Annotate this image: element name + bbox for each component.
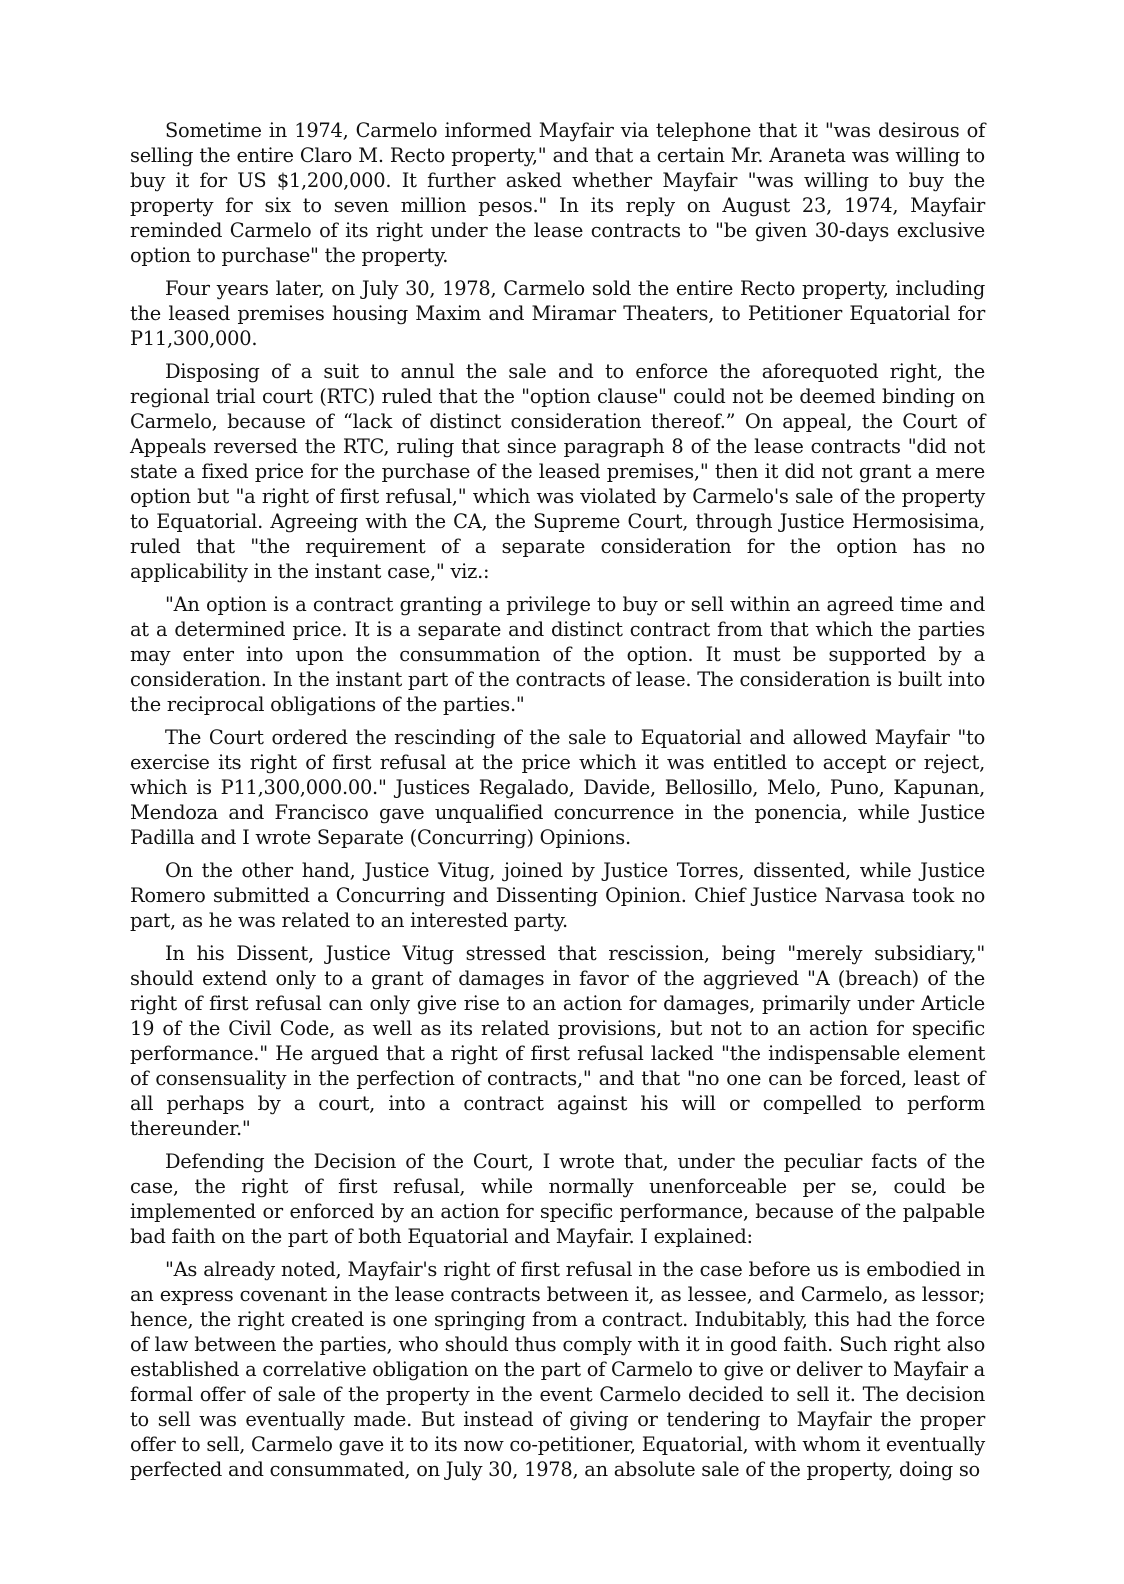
paragraph-defense-of-decision: Defending the Decision of the Court, I wrote that, under the peculiar facts of the case, the right of first refusal, while normally unenforceable per se, could be implemented or enforced by an action for specific performance, because of the palpable bad faith on the part of both Equatorial and Mayfair. I explained: — [130, 1150, 985, 1248]
paragraph-court-order: The Court ordered the rescinding of the sale to Equatorial and allowed Mayfair "to exercise its right of first refusal at the price which it was entitled to accept or reject, which is P11,300,000.00." Justices Regalado, Davide, Bellosillo, Melo, Puno, Kapunan, Mendoza and Francisco gave unqualified concurrence in the ponencia, while Justice Padilla and I wrote Separate (Concurring) Opinions. — [130, 726, 985, 849]
paragraph-dissents: On the other hand, Justice Vitug, joined by Justice Torres, dissented, while Justice Romero submitted a Concurring and Dissenting Opinion. Chief Justice Narvasa took no part, as he was related to an interested party. — [130, 859, 985, 932]
paragraph-vitug-dissent: In his Dissent, Justice Vitug stressed that rescission, being "merely subsidiary," should extend only to a grant of damages in favor of the aggrieved "A (breach) of the right of first refusal can only give rise to an action for damages, primarily under Article 19 of the Civil Code, as well as its related provisions, but not to an action for specific performance." He argued that a right of first refusal lacked "the indispensable element of consensuality in the perfection of contracts," and that "no one can be forced, least of all perhaps by a court, into a contract against his will or compelled to perform thereunder." — [130, 942, 985, 1140]
paragraph-1974-offer: Sometime in 1974, Carmelo informed Mayfair via telephone that it "was desirous of selling the entire Claro M. Recto property," and that a certain Mr. Araneta was willing to buy it for US $1,200,000. It further asked whether Mayfair "was willing to buy the property for six to seven million pesos." In its reply on August 23, 1974, Mayfair reminded Carmelo of its right under the lease contracts to "be given 30-days exclusive option to purchase" the property. — [130, 119, 985, 267]
paragraph-procedural-history: Disposing of a suit to annul the sale and to enforce the aforequoted right, the regional trial court (RTC) ruled that the "option clause" could not be deemed binding on Carmelo, because of “lack of distinct consideration thereof.” On appeal, the Court of Appeals reversed the RTC, ruling that since paragraph 8 of the lease contracts "did not state a fixed price for the purchase of the leased premises," then it did not grant a mere option but "a right of first refusal," which was violated by Carmelo's sale of the property to Equatorial. Agreeing with the CA, the Supreme Court, through Justice Hermosisima, ruled that "the requirement of a separate consideration for the option has no applicability in the instant case," viz.: — [130, 360, 985, 583]
paragraph-explanation-quote: "As already noted, Mayfair's right of first refusal in the case before us is embodied in an express covenant in the lease contracts between it, as lessee, and Carmelo, as lessor; hence, the right created is one springing from a contract. Indubitably, this had the force of law between the parties, who should thus comply with it in good faith. Such right also established a correlative obligation on the part of Carmelo to give or deliver to Mayfair a formal offer of sale of the property in the event Carmelo decided to sell it. The decision to sell was eventually made. But instead of giving or tendering to Mayfair the proper offer to sell, Carmelo gave it to its now co-petitioner, Equatorial, with whom it eventually perfected and consummated, on July 30, 1978, an absolute sale of the property, doing so — [130, 1258, 985, 1481]
paragraph-option-quote: "An option is a contract granting a privilege to buy or sell within an agreed time and at a determined price. It is a separate and distinct contract from that which the parties may enter into upon the consummation of the option. It must be supported by a consideration. In the instant part of the contracts of lease. The consideration is built into the reciprocal obligations of the parties." — [130, 593, 985, 716]
paragraph-sale-to-equatorial: Four years later, on July 30, 1978, Carmelo sold the entire Recto property, including the leased premises housing Maxim and Miramar Theaters, to Petitioner Equatorial for P11,300,000. — [130, 277, 985, 350]
document-page — [130, 118, 985, 1490]
